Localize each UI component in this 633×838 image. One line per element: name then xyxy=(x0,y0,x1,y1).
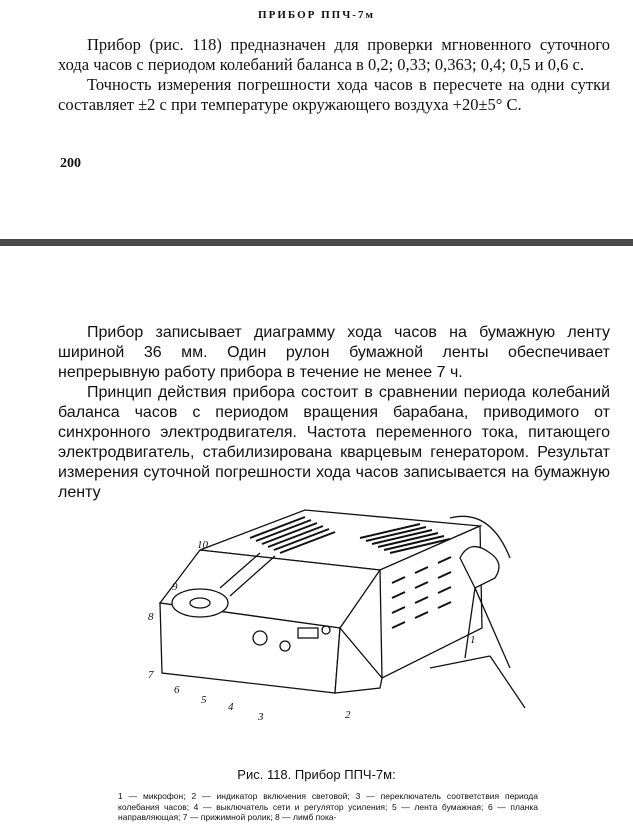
figure-label: 7 xyxy=(148,669,154,681)
paragraph: Точность измерения погрешности хода часов в пересчете на одни сутки составляет ±2 с при температуре окружающего воздуха +20±5° С. xyxy=(58,75,610,114)
figure-label: 6 xyxy=(174,684,180,696)
figure-label: 2 xyxy=(345,709,351,721)
page-number: 200 xyxy=(60,156,81,171)
device-illustration xyxy=(130,508,540,728)
figure-label: 5 xyxy=(201,694,207,706)
page-divider xyxy=(0,239,633,246)
figure-label: 9 xyxy=(172,581,178,593)
page-header: ПРИБОР ППЧ-7м xyxy=(258,9,375,21)
paragraph: Прибор записывает диаграмму хода часов на бумажную ленту шириной 36 мм. Один рулон бумажной ленты обеспечивает непрерывную работу прибора в течение не менее 7 ч. xyxy=(58,324,610,381)
figure-caption: Рис. 118. Прибор ППЧ-7м: xyxy=(237,767,396,782)
top-text-block xyxy=(58,35,610,115)
bottom-page-fragment xyxy=(0,246,633,838)
figure-label: 4 xyxy=(228,701,234,713)
figure-label: 1 xyxy=(470,634,476,646)
top-page-fragment xyxy=(0,0,633,238)
paragraph: Прибор (рис. 118) предназначен для проверки мгновенного суточного хода часов с периодом колебаний баланса в 0,2; 0,33; 0,363; 0,4; 0,5 и 0,6 с. xyxy=(58,35,610,74)
figure-label: 3 xyxy=(258,711,264,723)
figure-label: 8 xyxy=(148,611,154,623)
bottom-text-block xyxy=(58,323,610,503)
figure-label: 10 xyxy=(197,539,208,551)
paragraph: Принцип действия прибора состоит в сравнении периода колебаний баланса часов с периодом вращения барабана, приводимого от синхронного электродвигателя. Частота переменного тока, питающего электродвигатель, стабилизирована кварцевым генератором. Результат измерения суточной погрешности хода часов записывается на бумажную ленту xyxy=(58,384,610,501)
figure-legend: 1 — микрофон; 2 — индикатор включения световой; 3 — переключатель соответствия периода колебания часов; 4 — выключатель сети и регулятор усиления; 5 — лента бумажная; 6 — планка направляющая; 7 — прижимной ролик; 8 — лимб пока- xyxy=(118,791,538,822)
